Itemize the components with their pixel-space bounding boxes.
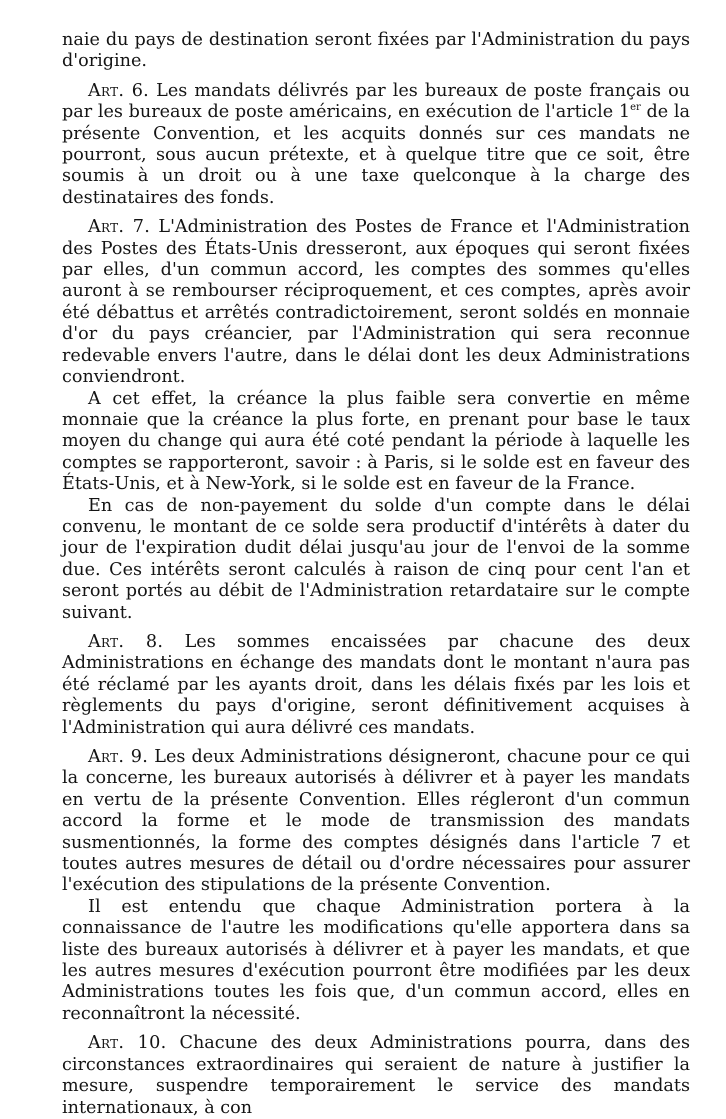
article-7-paragraph-3: [62, 496, 690, 624]
article-label: Art. 8.: [88, 631, 164, 652]
article-label: Art. 9.: [88, 747, 149, 767]
paragraph-text: Les mandats délivrés par les bureaux de poste français ou par les bureaux de poste américains, en exécution de l'article 1er de la présente Convention, et les acquits donnés sur ces mandats ne pourront, sous aucun prétexte, et à quelque titre que ce soit, être soumis à un droit ou à une taxe quelconque à la charge des destinataires des fonds.: [62, 80, 691, 208]
paragraph-text: Chacune des deux Administrations pourra, dans des circonstances extraordinaires qui seraient de nature à justifier la mesure, suspendre temporairement le service des mandats internationaux, à con: [62, 1033, 690, 1118]
article-label: Art. 10.: [88, 1033, 167, 1054]
article-9-paragraph: [62, 747, 690, 897]
article-label: Art. 7.: [88, 217, 151, 238]
article-8-paragraph: [62, 632, 690, 739]
paragraph-text: Les deux Administrations désigneront, chacune pour ce qui la concerne, les bureaux autorisés à délivrer et à payer les mandats en vertu de la présente Convention. Elles régleront d'un commun accord la forme et le mode de transmission des mandats susmentionnés, la forme des comptes désignés dans l'article 7 et toutes autres mesures de détail ou d'ordre nécessaires pour assurer l'exécution des stipulations de la présente Convention.: [62, 747, 691, 896]
paragraph-continuation: [62, 30, 690, 73]
article-9-paragraph-2: [62, 897, 690, 1025]
paragraph-text: A cet effet, la créance la plus faible sera convertie en même monnaie que la créance la plus forte, en prenant pour base le taux moyen du change qui aura été coté pendant la période à laquelle les comptes se rapporteront, savoir : à Paris, si le solde est en faveur des États-Unis, et à New-York, si le solde est en faveur de la France.: [62, 388, 690, 495]
paragraph-text: En cas de non-payement du solde d'un compte dans le délai convenu, le montant de ce solde sera productif d'intérêts à dater du jour de l'expiration dudit délai jusqu'au jour de l'envoi de la somme due. Ces intérêts seront calculés à raison de cinq pour cent l'an et seront portés au débit de l'Administration retardataire sur le compte suivant.: [62, 495, 690, 623]
paragraph-text: Les sommes encaissées par chacune des deux Administrations en échange des mandats dont le montant n'aura pas été réclamé par les ayants droit, dans les délais fixés par les lois et règlements du pays d'origine, seront définitivement acquises à l'Administration qui aura délivré ces mandats.: [62, 631, 690, 738]
paragraph-text: Il est entendu que chaque Administration portera à la connaissance de l'autre les modifications qu'elle apportera dans sa liste des bureaux autorisés à délivrer et à payer les mandats, et que les autres mesures d'exécution pourront être modifiées par les deux Administrations toutes les fois que, d'un commun accord, elles en reconnaîtront la nécessité.: [62, 896, 690, 1024]
article-7-paragraph-2: [62, 389, 690, 496]
article-label: Art. 6.: [88, 80, 150, 101]
paragraph-text: naie du pays de destination seront fixées par l'Administration du pays d'origine.: [62, 30, 690, 72]
ordinal-suffix: er: [630, 102, 641, 114]
article-7-paragraph: [62, 217, 690, 388]
paragraph-text: L'Administration des Postes de France et l'Administration des Postes des États-Unis dresseront, aux époques qui seront fixées par elles, d'un commun accord, les comptes des sommes qu'elles auront à se rembourser réciproquement, et ces comptes, après avoir été débattus et arrêtés contradictoirement, seront soldés en monnaie d'or du pays créancier, par l'Administration qui sera reconnue redevable envers l'autre, dans le délai dont les deux Administrations conviendront.: [62, 217, 690, 388]
article-10-paragraph: [62, 1033, 690, 1119]
article-6-paragraph: [62, 81, 690, 209]
